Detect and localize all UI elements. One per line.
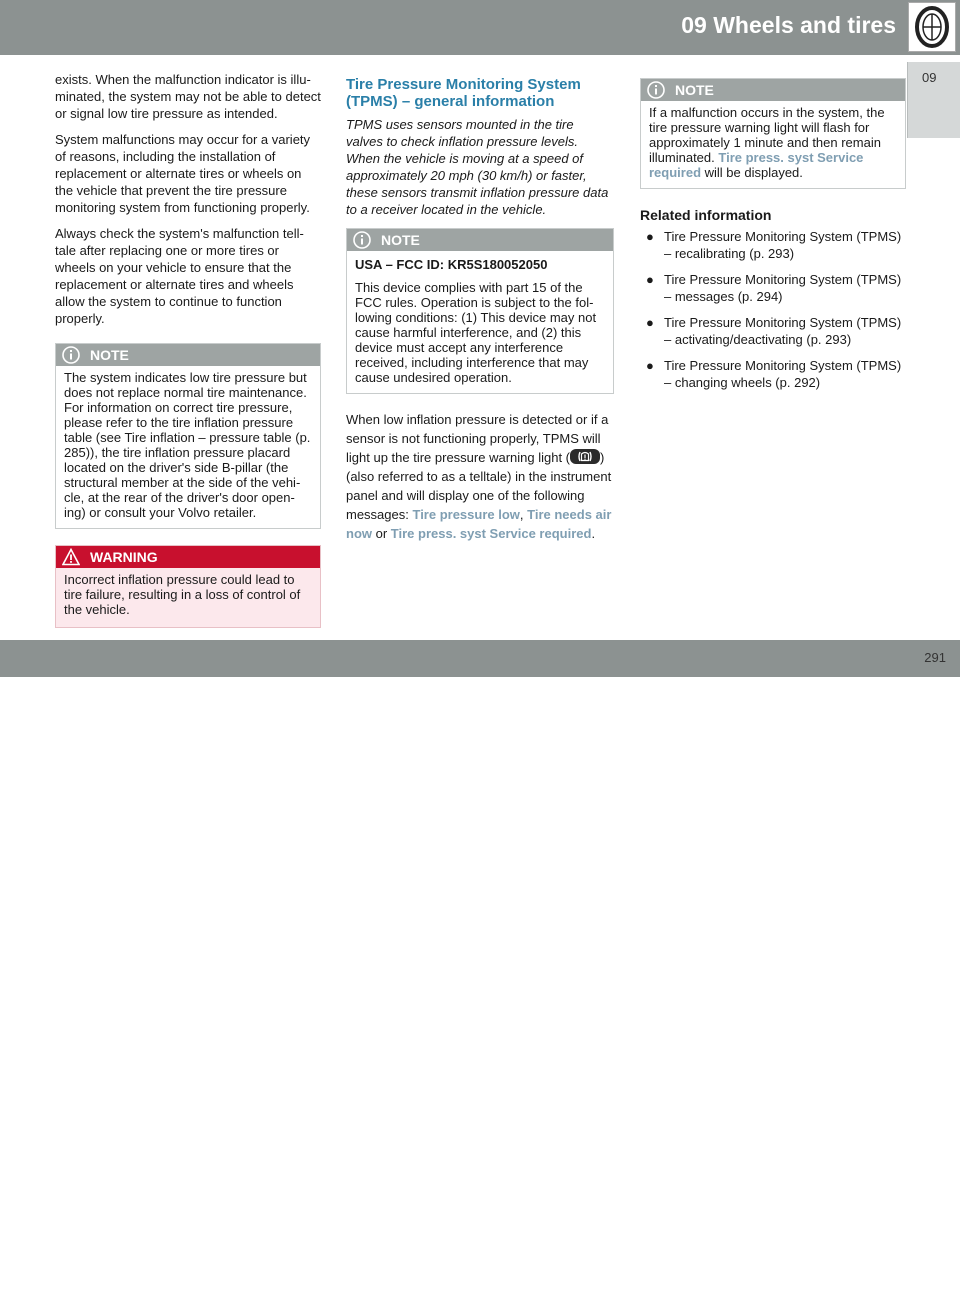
list-item[interactable] bbox=[640, 271, 906, 305]
watermark: carmanualsonline.info bbox=[622, 1282, 866, 1307]
note-text: The system indicates low tire pressure but does not replace normal tire maintenance. For information on correct tire pressure, please refer to the tire inflation pressure table (see Tire inflation – pressure table (p. 285)), the tire inflation pressure placard located on the driver's side B-pillar (the structural member at the side of the vehi-cle, at the rear of the driver's door open-ing) or consult your Volvo retailer. bbox=[56, 366, 320, 528]
tpms-paragraph bbox=[346, 410, 614, 543]
paragraph: exists. When the malfunction indicator is illu-minated, the system may not be able to detect or signal low tire pressure as intended. bbox=[55, 72, 321, 121]
note-label: NOTE bbox=[90, 347, 129, 363]
chapter-title: 09 Wheels and tires bbox=[681, 12, 896, 38]
list-item[interactable] bbox=[640, 314, 906, 348]
note-text: If a malfunction occurs in the system, the tire pressure warning light will flash for approximately 1 minute and then remain illuminated. bbox=[649, 105, 885, 165]
note-header bbox=[641, 79, 905, 101]
related-link[interactable]: Tire Pressure Monitoring System (TPMS) – messages (p. 294) bbox=[664, 272, 902, 304]
note-body bbox=[347, 251, 613, 393]
sentence-end: . bbox=[591, 526, 596, 541]
list-item[interactable] bbox=[640, 357, 906, 391]
related-link[interactable]: Tire Pressure Monitoring System (TPMS) – activating/deactivating (p. 293) bbox=[664, 315, 902, 347]
message-tire-pressure-low: Tire pressure low bbox=[412, 507, 520, 522]
note-label: NOTE bbox=[675, 82, 714, 98]
related-link[interactable]: Tire Pressure Monitoring System (TPMS) – changing wheels (p. 292) bbox=[664, 358, 902, 390]
list-item[interactable] bbox=[640, 228, 906, 262]
note-header bbox=[347, 229, 613, 251]
warning-text: Incorrect inflation pressure could lead to tire failure, resulting in a loss of control of the vehicle. bbox=[56, 568, 320, 627]
related-list bbox=[640, 228, 906, 391]
message-service-required: Tire press. syst Service required bbox=[649, 150, 864, 180]
separator: , bbox=[519, 507, 528, 522]
paragraph: System malfunctions may occur for a variety of reasons, including the installation of replacement or alternate tires or wheels on the vehicle that prevent the tire pressure monitoring system from functioning properly. bbox=[55, 132, 311, 215]
note-box bbox=[640, 78, 906, 189]
page-footer bbox=[0, 640, 960, 1307]
chapter-tab bbox=[907, 62, 960, 138]
related-heading: Related information bbox=[640, 207, 772, 223]
note-body bbox=[641, 101, 905, 188]
note-box bbox=[346, 228, 614, 394]
note-header bbox=[56, 344, 320, 366]
bullet: ● bbox=[646, 229, 654, 244]
column-2 bbox=[346, 76, 614, 552]
column-1 bbox=[55, 71, 321, 628]
info-icon bbox=[647, 81, 665, 99]
message-service-required: Tire press. syst Service required bbox=[390, 526, 592, 541]
info-icon bbox=[62, 346, 80, 364]
paragraph: Always check the system's malfunction tell-tale after replacing one or more tires or wheels on your vehicle to ensure that the replacement or alternate tires and wheels allow the system to continue to function properly. bbox=[55, 226, 304, 326]
tire-icon bbox=[908, 2, 956, 52]
bullet: ● bbox=[646, 358, 654, 373]
section-intro: TPMS uses sensors mounted in the tire valves to check inflation pressure levels. When the vehicle is moving at a speed of approximately 20 mph (30 km/h) or faster, these sensors transmit inflation pressure data to a receiver located in the vehicle. bbox=[346, 117, 609, 217]
related-link[interactable]: Tire Pressure Monitoring System (TPMS) – recalibrating (p. 293) bbox=[664, 229, 902, 261]
bullet: ● bbox=[646, 315, 654, 330]
section-heading: Tire Pressure Monitoring System (TPMS) – general information bbox=[346, 76, 581, 110]
tpms-text-b: ) (also referred to as a telltale) in the instrument panel and will display one of the following messages: bbox=[346, 450, 612, 522]
message-tire-needs-air: Tire needs air now bbox=[346, 507, 612, 541]
tire-pressure-warning-icon bbox=[570, 449, 600, 464]
warning-label: WARNING bbox=[90, 549, 158, 565]
warning-triangle-icon bbox=[62, 548, 80, 566]
warning-box bbox=[55, 545, 321, 628]
note-box bbox=[55, 343, 321, 529]
note-end: will be displayed. bbox=[701, 165, 803, 180]
column-3 bbox=[640, 78, 906, 400]
page-number: 291 bbox=[924, 650, 946, 665]
fcc-text: This device complies with part 15 of the FCC rules. Operation is subject to the fol-lowing conditions: (1) This device may not cause harmful interference, and (2) this device must accept any interference received, including interference that may cause undesired operation. bbox=[355, 280, 597, 385]
page-header bbox=[0, 0, 960, 55]
tpms-text-a: When low inflation pressure is detected or if a sensor is not functioning properly, TPMS will light up the tire pressure warning light ( bbox=[346, 412, 609, 465]
warning-header bbox=[56, 546, 320, 568]
separator: or bbox=[372, 526, 391, 541]
info-icon bbox=[353, 231, 371, 249]
note-label: NOTE bbox=[381, 232, 420, 248]
bullet: ● bbox=[646, 272, 654, 287]
chapter-number: 09 bbox=[922, 70, 937, 85]
fcc-id: USA – FCC ID: KR5S180052050 bbox=[355, 257, 548, 272]
